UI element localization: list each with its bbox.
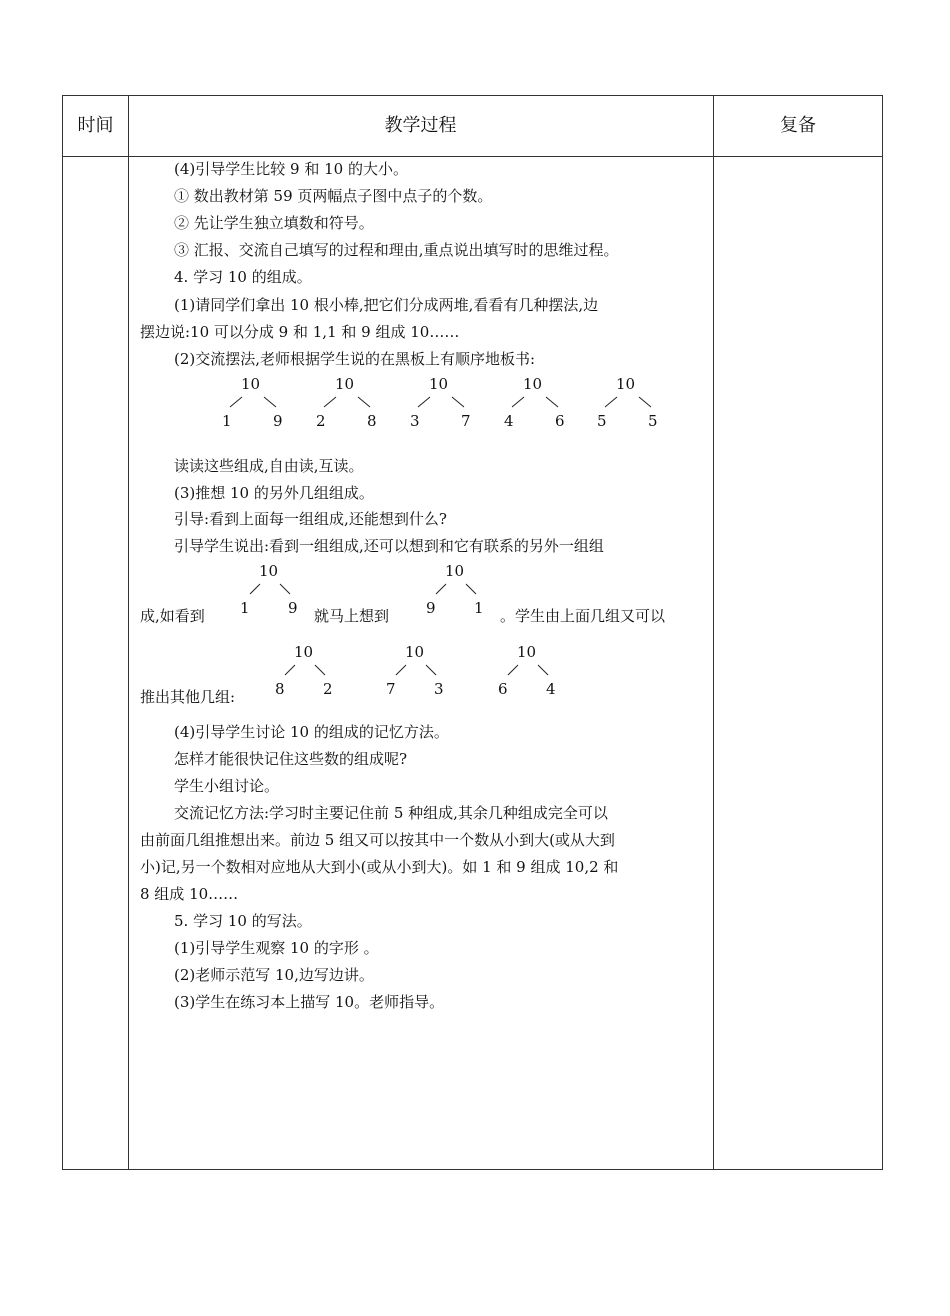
text-line: ③ 汇报、交流自己填写的过程和理由,重点说出填写时的思维过程。 — [174, 241, 619, 259]
text-line: 交流记忆方法:学习时主要记住前 5 种组成,其余几种组成完全可以 — [174, 804, 608, 822]
tree-total: 10 — [294, 643, 314, 661]
header-time: 时间 — [77, 115, 114, 136]
tree-branches — [597, 375, 657, 415]
tree-total: 10 — [259, 562, 279, 580]
text-line: 8 组成 10…… — [140, 885, 239, 903]
tree-part-right: 1 — [474, 599, 484, 617]
tree-part-left: 2 — [316, 412, 326, 430]
tree-part-left: 4 — [504, 412, 514, 430]
text-line: 引导学生说出:看到一组组成,还可以想到和它有联系的另外一组组 — [174, 537, 604, 555]
tree-part-right: 2 — [323, 680, 333, 698]
tree-part-left: 6 — [498, 680, 508, 698]
tree-branches — [504, 375, 564, 415]
text-line: 小)记,另一个数相对应地从大到小(或从小到大)。如 1 和 9 组成 10,2 和 — [140, 858, 619, 876]
tree-part-left: 3 — [410, 412, 420, 430]
tree-branches — [384, 643, 444, 683]
tree-total: 10 — [517, 643, 537, 661]
tree-total: 10 — [241, 375, 261, 393]
tree-part-left: 7 — [386, 680, 396, 698]
tree-total: 10 — [405, 643, 425, 661]
tree-part-left: 1 — [240, 599, 250, 617]
tree-part-left: 8 — [275, 680, 285, 698]
tree-part-right: 6 — [555, 412, 565, 430]
text-line: 。学生由上面几组又可以 — [500, 607, 666, 625]
tree-total: 10 — [523, 375, 543, 393]
tree-branches — [238, 562, 298, 602]
text-line: 就马上想到 — [314, 607, 390, 625]
tree-total: 10 — [616, 375, 636, 393]
tree-total: 10 — [445, 562, 465, 580]
tree-total: 10 — [429, 375, 449, 393]
text-line: 推出其他几组: — [140, 688, 236, 706]
text-line: (2)交流摆法,老师根据学生说的在黑板上有顺序地板书: — [174, 350, 536, 368]
tree-branches — [273, 643, 333, 683]
text-line: ② 先让学生独立填数和符号。 — [174, 214, 374, 232]
text-line: (2)老师示范写 10,边写边讲。 — [174, 966, 374, 984]
tree-part-right: 7 — [461, 412, 471, 430]
header-review: 复备 — [780, 115, 816, 136]
text-line: 5. 学习 10 的写法。 — [174, 912, 312, 930]
tree-branches — [496, 643, 556, 683]
text-line: (3)学生在练习本上描写 10。老师指导。 — [174, 993, 445, 1011]
tree-part-right: 5 — [648, 412, 658, 430]
text-line: (1)引导学生观察 10 的字形 。 — [174, 939, 379, 957]
column-divider — [128, 96, 129, 1169]
tree-part-right: 9 — [288, 599, 298, 617]
tree-total: 10 — [335, 375, 355, 393]
tree-part-right: 4 — [546, 680, 556, 698]
column-divider — [713, 96, 714, 1169]
tree-part-right: 9 — [273, 412, 283, 430]
tree-part-right: 8 — [367, 412, 377, 430]
text-line: 读读这些组成,自由读,互读。 — [174, 457, 364, 475]
text-line: 成,如看到 — [140, 607, 205, 625]
text-line: ① 数出教材第 59 页两幅点子图中点子的个数。 — [174, 187, 493, 205]
tree-branches — [316, 375, 376, 415]
text-line: (4)引导学生比较 9 和 10 的大小。 — [174, 160, 408, 178]
tree-branches — [424, 562, 484, 602]
text-line: 摆边说:10 可以分成 9 和 1,1 和 9 组成 10…… — [140, 323, 460, 341]
text-line: 由前面几组推想出来。前边 5 组又可以按其中一个数从小到大(或从大到 — [140, 831, 615, 849]
tree-part-left: 5 — [597, 412, 607, 430]
tree-part-left: 1 — [222, 412, 232, 430]
tree-part-left: 9 — [426, 599, 436, 617]
text-line: (4)引导学生讨论 10 的组成的记忆方法。 — [174, 723, 449, 741]
text-line: 学生小组讨论。 — [174, 777, 280, 795]
tree-part-right: 3 — [434, 680, 444, 698]
text-line: 引导:看到上面每一组组成,还能想到什么? — [174, 510, 447, 528]
text-line: 怎样才能很快记住这些数的组成呢? — [174, 750, 408, 768]
header-teaching-process: 教学过程 — [384, 115, 457, 136]
tree-branches — [222, 375, 282, 415]
text-line: 4. 学习 10 的组成。 — [174, 268, 312, 286]
tree-branches — [410, 375, 470, 415]
text-line: (3)推想 10 的另外几组组成。 — [174, 484, 374, 502]
text-line: (1)请同学们拿出 10 根小棒,把它们分成两堆,看看有几种摆法,边 — [174, 296, 599, 314]
